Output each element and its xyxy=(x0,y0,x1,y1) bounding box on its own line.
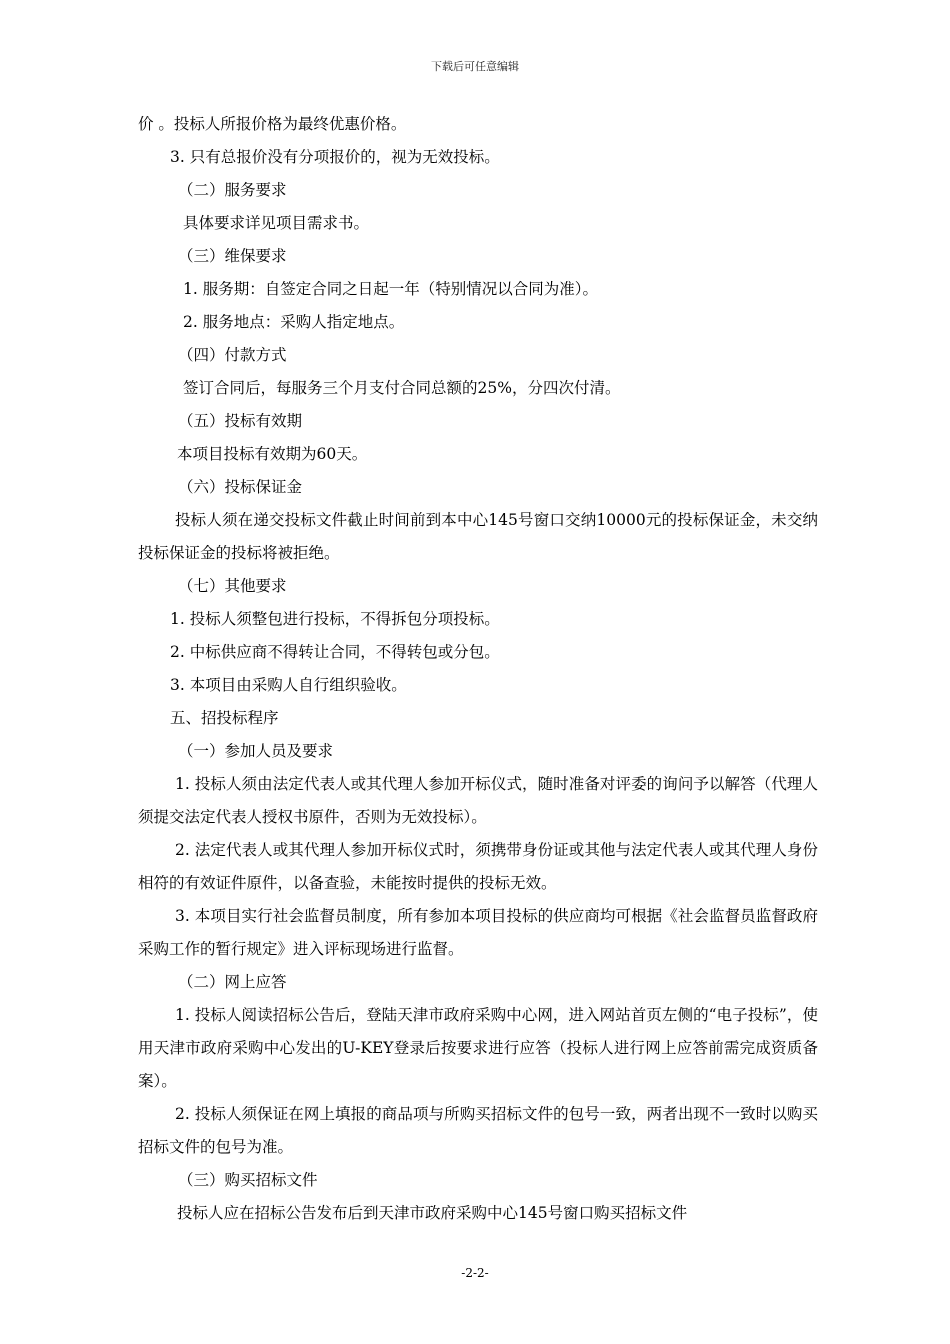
list-item: 1. 投标人须由法定代表人或其代理人参加开标仪式，随时准备对评委的询问予以解答（代理人须提交法定代表人授权书原件，否则为无效投标）。 xyxy=(138,775,818,826)
list-item: 1. 投标人须整包进行投标，不得拆包分项投标。 xyxy=(170,610,500,628)
paragraph: 签订合同后，每服务三个月支付合同总额的25%，分四次付清。 xyxy=(183,379,621,397)
paragraph: 投标人应在招标公告发布后到天津市政府采购中心145号窗口购买招标文件 xyxy=(177,1204,688,1222)
paragraph: 本项目投标有效期为60天。 xyxy=(177,445,368,463)
section-heading: （一）参加人员及要求 xyxy=(178,742,334,760)
section-heading: （四）付款方式 xyxy=(178,346,287,364)
list-item: 2. 服务地点：采购人指定地点。 xyxy=(183,313,405,331)
paragraph: 价 。投标人所报价格为最终优惠价格。 xyxy=(138,115,407,133)
section-heading: （三）维保要求 xyxy=(178,247,287,265)
section-heading: （六）投标保证金 xyxy=(178,478,303,496)
list-item: 3. 本项目由采购人自行组织验收。 xyxy=(170,676,407,694)
list-item: 1. 服务期：自签定合同之日起一年（特别情况以合同为准）。 xyxy=(183,280,598,298)
list-item: 3. 只有总报价没有分项报价的，视为无效投标。 xyxy=(170,148,500,166)
page-header: 下载后可任意编辑 xyxy=(431,60,519,73)
paragraph: 投标人须在递交投标文件截止时间前到本中心145号窗口交纳10000元的投标保证金，未交纳投标保证金的投标将被拒绝。 xyxy=(138,511,818,562)
section-heading: （七）其他要求 xyxy=(178,577,287,595)
section-heading: （三）购买招标文件 xyxy=(178,1171,318,1189)
page-number: -2-2- xyxy=(461,1266,489,1280)
document-body xyxy=(138,108,818,1230)
list-item: 3. 本项目实行社会监督员制度，所有参加本项目投标的供应商均可根据《社会监督员监督政府采购工作的暂行规定》进入评标现场进行监督。 xyxy=(138,907,818,958)
paragraph: 具体要求详见项目需求书。 xyxy=(183,214,370,232)
list-item: 2. 投标人须保证在网上填报的商品项与所购买招标文件的包号一致，两者出现不一致时以购买招标文件的包号为准。 xyxy=(138,1105,818,1156)
list-item: 2. 法定代表人或其代理人参加开标仪式时，须携带身份证或其他与法定代表人或其代理人身份相符的有效证件原件，以备查验，未能按时提供的投标无效。 xyxy=(138,841,818,892)
section-heading: （二）网上应答 xyxy=(178,973,287,991)
section-heading: 五、招投标程序 xyxy=(170,709,279,727)
list-item: 1. 投标人阅读招标公告后，登陆天津市政府采购中心网，进入网站首页左侧的“电子投标”，使用天津市政府采购中心发出的U-KEY登录后按要求进行应答（投标人进行网上应答前需完成资质备案）。 xyxy=(138,1006,818,1090)
list-item: 2. 中标供应商不得转让合同，不得转包或分包。 xyxy=(170,643,500,661)
section-heading: （二）服务要求 xyxy=(178,181,287,199)
section-heading: （五）投标有效期 xyxy=(178,412,303,430)
